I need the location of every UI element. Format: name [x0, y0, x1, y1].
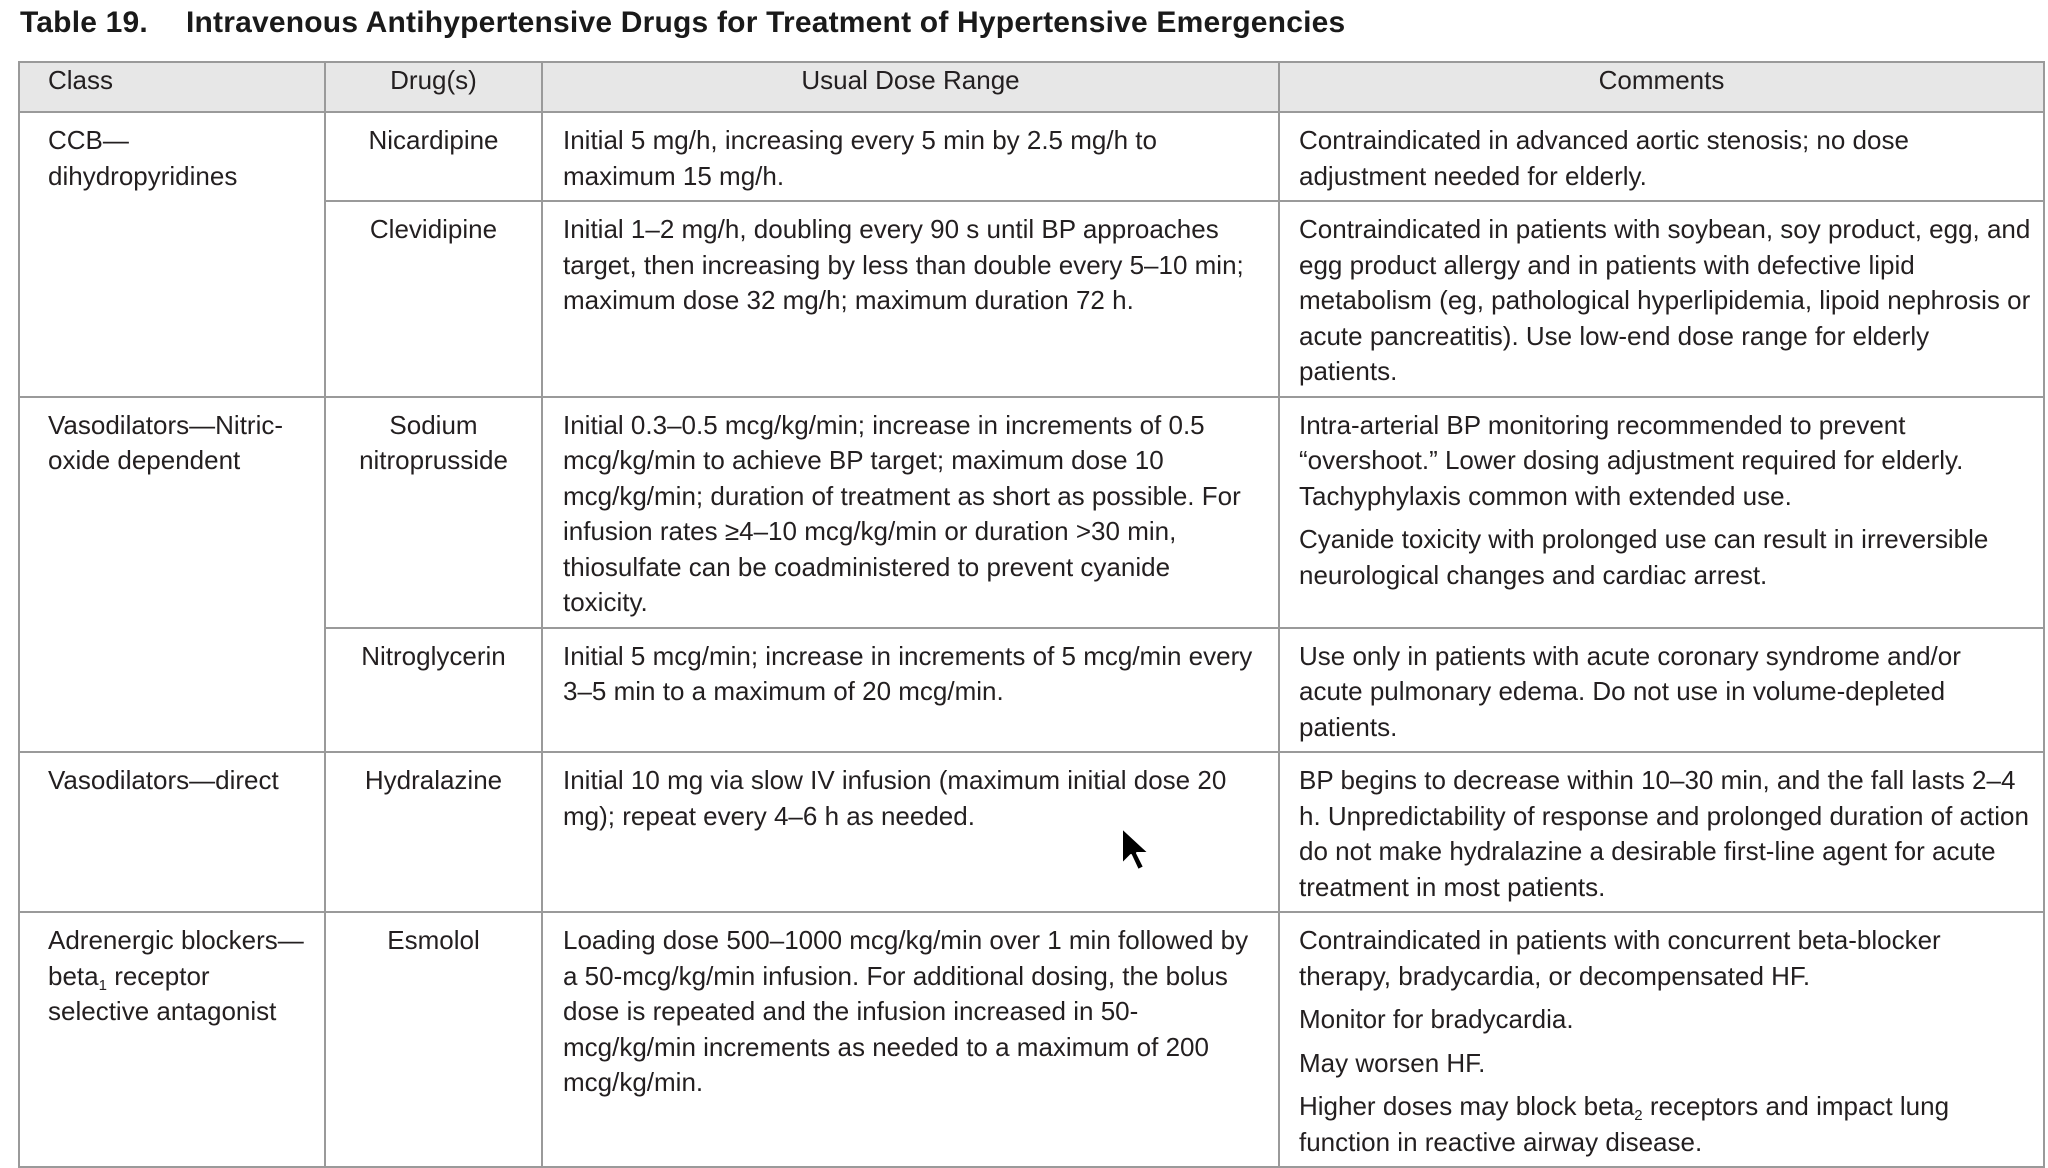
comment-text: May worsen HF. [1299, 1047, 1486, 1078]
drug-name-line: Sodium [389, 409, 478, 440]
comment-text: Contraindicated in patients with soybean, soy product, egg, and egg product allergy and in patients with defective lipid metabolism (eg, pathological hyperlipidemia, lipoid nephrosis or acute pancreatitis). Use low-end dose range for elderly patients. [1299, 214, 2031, 386]
dose-cell: Initial 1–2 mg/h, doubling every 90 s until BP approaches target, then increasing by less than double every 5–10 min; maximum dose 32 mg/h; maximum duration 72 h. [542, 201, 1279, 397]
comment-cell [1279, 628, 2044, 753]
table-row [19, 112, 2044, 201]
header-class: Class [19, 62, 325, 112]
class-name-part: Adrenergic blockers—beta [48, 925, 304, 991]
class-name-line: oxide dependent [48, 445, 241, 475]
dose-cell: Initial 10 mg via slow IV infusion (maximum initial dose 20 mg); repeat every 4–6 h as needed. [542, 752, 1279, 912]
table-title [20, 6, 1345, 40]
header-comments: Comments [1279, 62, 2044, 112]
drug-name-line: nitroprusside [359, 445, 508, 475]
comment-part: Higher doses may block beta [1299, 1091, 1635, 1121]
class-name-line: CCB— [48, 125, 129, 155]
class-cell [19, 912, 325, 1167]
drug-cell: Esmolol [325, 912, 542, 1167]
mouse-cursor-icon [1120, 826, 1150, 872]
comment-text: Cyanide toxicity with prolonged use can result in irreversible neurological changes and cardiac arrest. [1299, 524, 1989, 590]
comment-cell [1279, 201, 2044, 397]
drug-cell: Nicardipine [325, 112, 542, 201]
comment-cell [1279, 112, 2044, 201]
class-name-line: dihydropyridines [48, 160, 238, 191]
table-row [19, 912, 2044, 1167]
header-drugs: Drug(s) [325, 62, 542, 112]
dose-cell: Loading dose 500–1000 mcg/kg/min over 1 min followed by a 50-mcg/kg/min infusion. For additional dosing, the bolus dose is repeated and the infusion increased in 50-mcg/kg/min increments as needed to a maximum of 200 mcg/kg/min. [542, 912, 1279, 1167]
class-cell [19, 112, 325, 397]
table-row [19, 397, 2044, 628]
comment-cell [1279, 912, 2044, 1167]
dose-cell: Initial 5 mcg/min; increase in increments of 5 mcg/min every 3–5 min to a maximum of 20 mcg/min. [542, 628, 1279, 753]
drug-cell: Clevidipine [325, 201, 542, 397]
comment-text: Contraindicated in patients with concurrent beta-blocker therapy, bradycardia, or decompensated HF. [1299, 925, 1941, 991]
class-name-line: Vasodilators—direct [48, 765, 279, 795]
class-cell [19, 752, 325, 912]
table-row [19, 752, 2044, 912]
drug-cell: Nitroglycerin [325, 628, 542, 753]
comment-text: Intra-arterial BP monitoring recommended to prevent “overshoot.” Lower dosing adjustment required for elderly. Tachyphylaxis common with extended use. [1299, 409, 1964, 511]
dose-cell: Initial 0.3–0.5 mcg/kg/min; increase in increments of 0.5 mcg/kg/min to achieve BP target; maximum dose 10 mcg/kg/min; duration of treatment as short as possible. For infusion rates ≥4–10 mcg/kg/min or duration >30 min, thiosulfate can be coadministered to prevent cyanide toxicity. [542, 397, 1279, 628]
drug-cell: Hydralazine [325, 752, 542, 912]
comment-text: BP begins to decrease within 10–30 min, and the fall lasts 2–4 h. Unpredictability of response and prolonged duration of action do not make hydralazine a desirable first-line agent for acute treatment in most patients. [1299, 765, 2029, 902]
table-number: Table 19. [20, 6, 148, 39]
class-cell [19, 397, 325, 753]
drug-table [18, 61, 2045, 1168]
class-name-part: receptor selective antagonist [48, 960, 277, 1026]
comment-text: Monitor for bradycardia. [1299, 1004, 1574, 1034]
comment-cell [1279, 752, 2044, 912]
comment-cell [1279, 397, 2044, 628]
header-dose: Usual Dose Range [542, 62, 1279, 112]
dose-cell: Initial 5 mg/h, increasing every 5 min by 2.5 mg/h to maximum 15 mg/h. [542, 112, 1279, 201]
drug-cell [325, 397, 542, 628]
class-name-line: Vasodilators—Nitric- [48, 409, 284, 440]
comment-part: receptors and impact lung function in reactive airway disease. [1299, 1091, 1950, 1157]
comment-subscript: 2 [1634, 1107, 1643, 1124]
comment-text: Contraindicated in advanced aortic stenosis; no dose adjustment needed for elderly. [1299, 125, 1909, 191]
comment-text: Use only in patients with acute coronary syndrome and/or acute pulmonary edema. Do not use in volume-depleted patients. [1299, 640, 1961, 742]
class-subscript: 1 [98, 976, 107, 994]
table-title-text: Intravenous Antihypertensive Drugs for Treatment of Hypertensive Emergencies [185, 6, 1346, 39]
comment-text [1299, 1089, 2031, 1160]
header-row [19, 62, 2044, 112]
